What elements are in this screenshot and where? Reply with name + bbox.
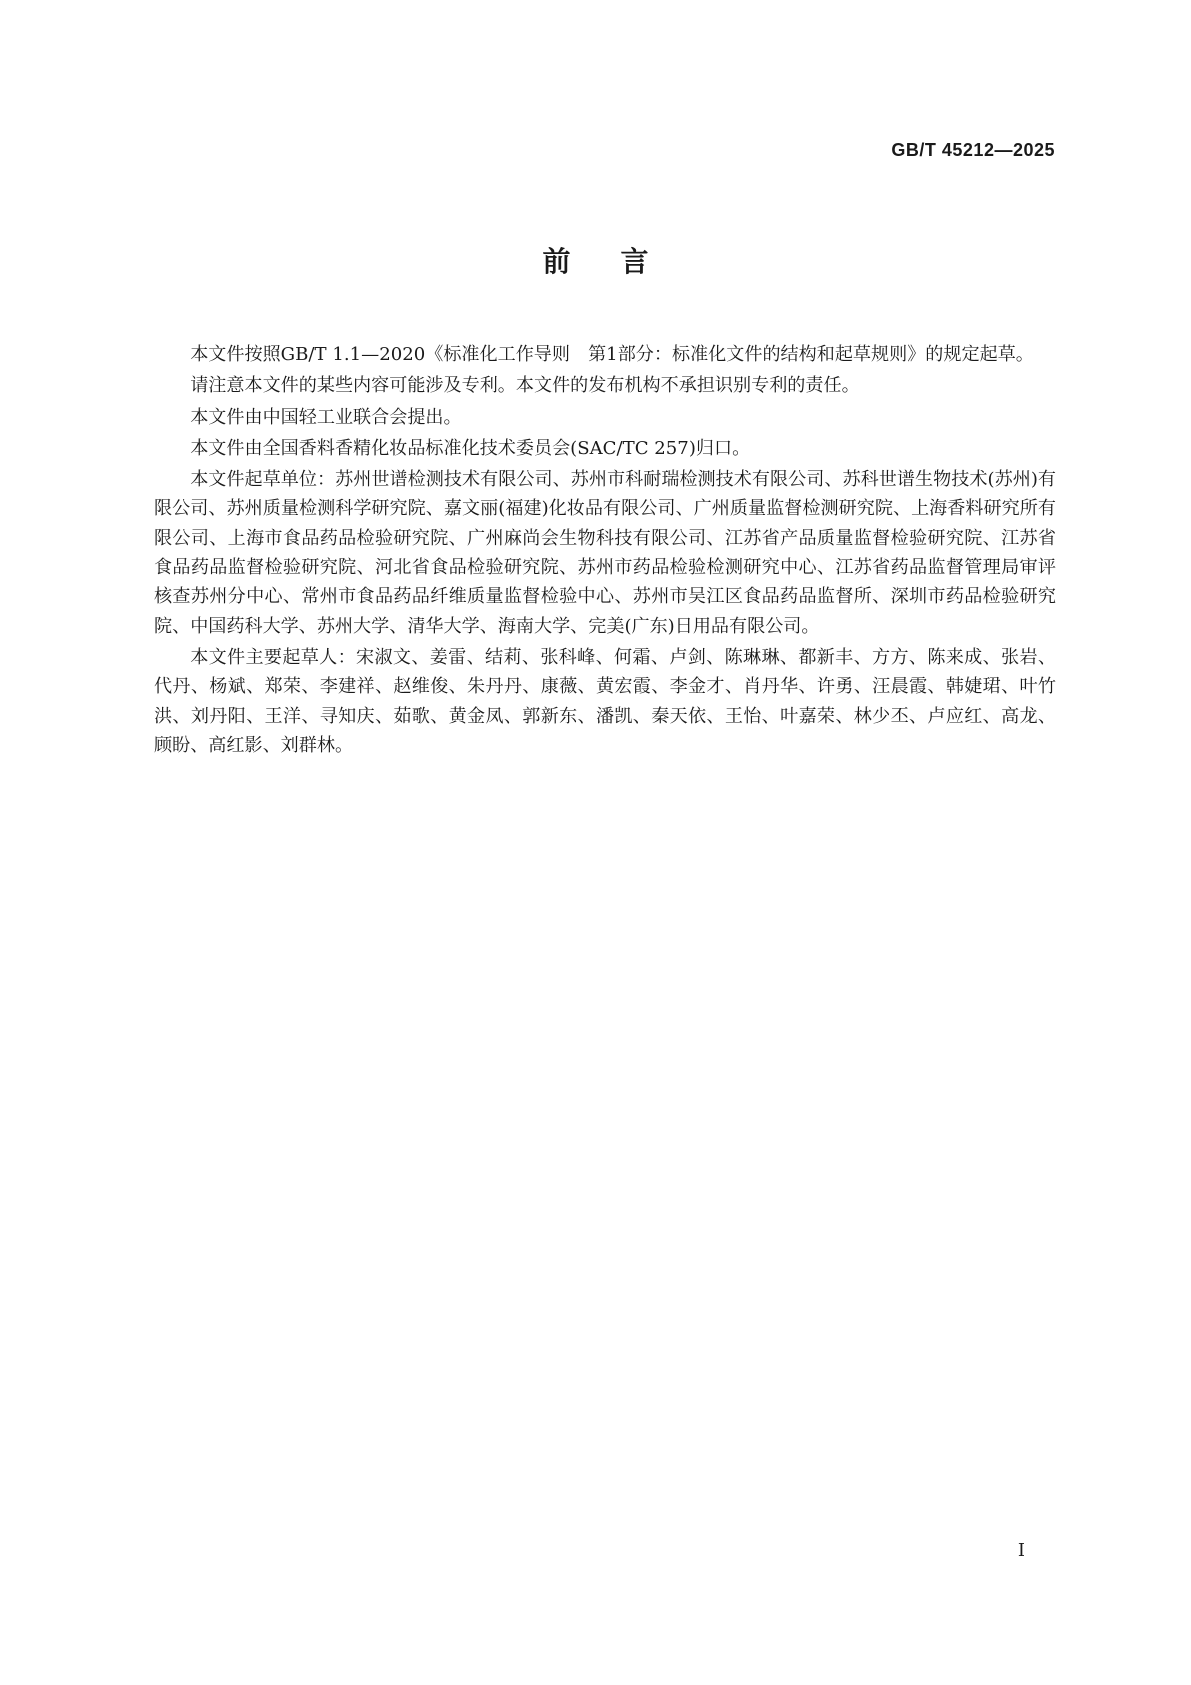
- paragraph-drafting-rules: 本文件按照GB/T 1.1—2020《标准化工作导则 第1部分：标准化文件的结构和起草规则》的规定起草。: [190, 344, 1034, 365]
- paragraph-main-drafters: 本文件主要起草人：宋淑文、姜雷、结莉、张科峰、何霜、卢剑、陈琳琳、都新丰、方方、陈来成、张岩、代丹、杨斌、郑荣、李建祥、赵维俊、朱丹丹、康薇、黄宏霞、李金才、肖丹华、许勇、汪晨霞、韩婕珺、叶竹洪、刘丹阳、王洋、寻知庆、茹歌、黄金凤、郭新东、潘凯、秦天依、王怡、叶嘉荣、林少丕、卢应红、高龙、顾盼、高红影、刘群林。: [154, 646, 1056, 756]
- standard-code: GB/T 45212—2025: [891, 140, 1055, 160]
- page-title: 前言: [542, 245, 699, 278]
- paragraph-proposer: 本文件由中国轻工业联合会提出。: [190, 406, 462, 428]
- preface-body: [154, 340, 1056, 762]
- page-number: I: [1017, 1540, 1025, 1561]
- paragraph-drafting-organizations: 本文件起草单位：苏州世谱检测技术有限公司、苏州市科耐瑞检测技术有限公司、苏科世谱生物技术(苏州)有限公司、苏州质量检测科学研究院、嘉文丽(福建)化妆品有限公司、广州质量监督检测研究院、上海香料研究所有限公司、上海市食品药品检验研究院、广州麻尚会生物科技有限公司、江苏省产品质量监督检验研究院、江苏省食品药品监督检验研究院、河北省食品检验研究院、苏州市药品检验检测研究中心、江苏省药品监督管理局审评核查苏州分中心、常州市食品药品纤维质量监督检验中心、苏州市吴江区食品药品监督所、深圳市药品检验研究院、中国药科大学、苏州大学、清华大学、海南大学、完美(广东)日用品有限公司。: [154, 469, 1056, 637]
- paragraph-technical-committee: 本文件由全国香料香精化妆品标准化技术委员会(SAC/TC 257)归口。: [190, 437, 751, 459]
- paragraph-patent-notice: 请注意本文件的某些内容可能涉及专利。本文件的发布机构不承担识别专利的责任。: [190, 375, 860, 397]
